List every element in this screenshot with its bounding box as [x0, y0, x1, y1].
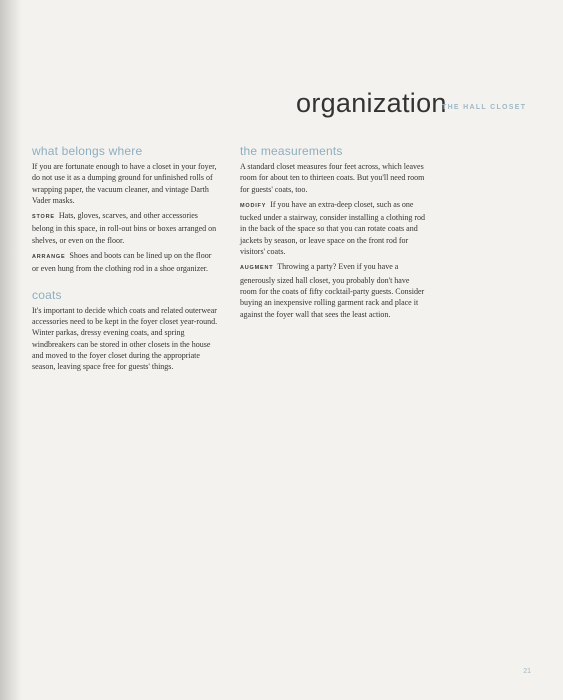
- binding-gutter-shadow: [0, 0, 22, 700]
- heading-coats: coats: [32, 287, 62, 302]
- arrange-label: ARRANGE: [32, 254, 66, 261]
- augment-paragraph: [240, 261, 428, 319]
- augment-text: Throwing a party? Even if you have a generously sized hall closet, you probably don't have room for the coats of fifty cocktail-party guests. Consider buying an inexpensive rolling garment rack and place it against the foyer wall that sees the least action.: [240, 262, 425, 319]
- heading-what-belongs-where: what belongs where: [32, 144, 143, 158]
- left-column: [32, 144, 220, 376]
- heading-the-measurements: the measurements: [240, 144, 343, 158]
- measurements-intro-paragraph: A standard closet measures four feet across, which leaves room for about ten to thirteen coats. But you'll need room for guests' coats, too.: [240, 162, 425, 194]
- store-label: STORE: [32, 214, 55, 221]
- section-spacer: [32, 279, 220, 288]
- modify-text: If you have an extra-deep closet, such as one tucked under a stairway, consider installing a clothing rod in the back of the space so that you can rotate coats and jackets by season, or leave space on the front rod for visitors' coats.: [240, 199, 425, 257]
- arrange-text: Shoes and boots can be lined up on the floor or even hung from the clothing rod in a shoe organizer.: [32, 251, 212, 274]
- modify-label: MODIFY: [240, 202, 267, 209]
- section-tag: THE HALL CLOSET: [442, 104, 527, 111]
- page-title: organization: [296, 88, 447, 118]
- modify-paragraph: [240, 199, 428, 257]
- store-text: Hats, gloves, scarves, and other accessories belong in this space, in roll-out bins or boxes arranged on shelves, or even on the floor.: [32, 211, 217, 245]
- augment-label: AUGMENT: [240, 265, 274, 272]
- intro-paragraph: If you are fortunate enough to have a closet in your foyer, do not use it as a dumping ground for unfinished rolls of wrapping paper, the vacuum cleaner, and vintage Darth Vader masks.: [32, 162, 217, 205]
- right-column: [240, 144, 428, 324]
- arrange-paragraph: [32, 250, 220, 275]
- coats-paragraph: It's important to decide which coats and related outerwear accessories need to be kept in the foyer closet year-round. Winter parkas, dressy evening coats, and spring windbreakers can be stored in other closets in the house and moved to the foyer closet during the appropriate season, leaving space free for guests' things.: [32, 305, 218, 372]
- store-paragraph: [32, 210, 220, 246]
- page-number: 21: [523, 668, 531, 675]
